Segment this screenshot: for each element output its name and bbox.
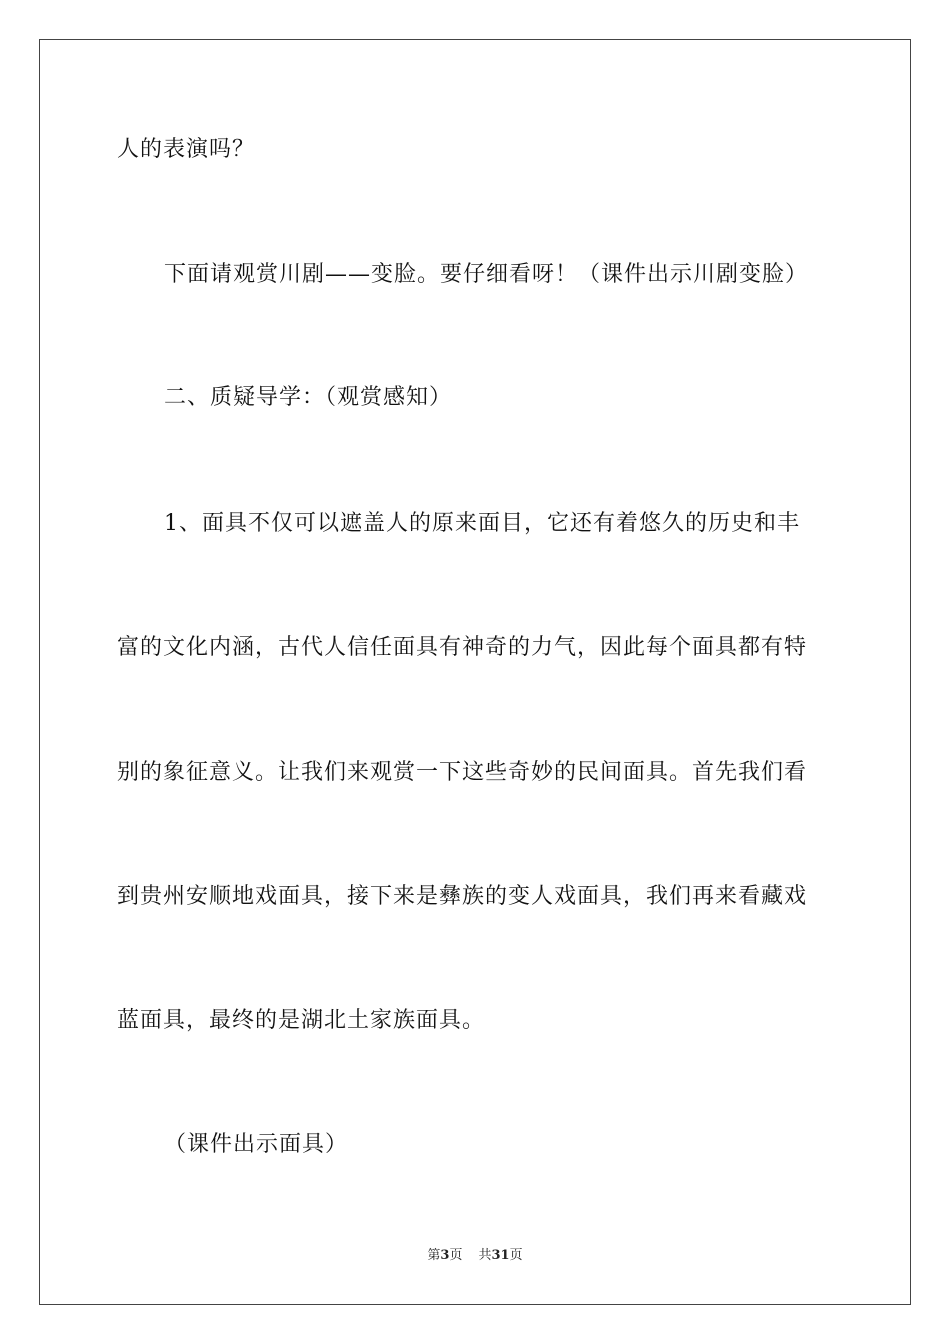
total-suffix: 页 (509, 1248, 523, 1263)
text-line-6: 到贵州安顺地戏面具，接下来是彝族的变人戏面具，我们再来看藏戏 (117, 884, 808, 909)
page-border (39, 39, 911, 1305)
text-line-1: 人的表演吗？ (117, 137, 256, 162)
total-prefix: 共 (478, 1248, 492, 1263)
page-prefix: 第 (427, 1248, 441, 1263)
text-line-2: 下面请观赏川剧——变脸。要仔细看呀！（课件出示川剧变脸） (164, 262, 809, 287)
section-heading: 二、质疑导学：（观赏感知） (164, 385, 453, 410)
text-line-7: 蓝面具，最终的是湖北土家族面具。 (117, 1008, 486, 1033)
text-line-5: 别的象征意义。让我们来观赏一下这些奇妙的民间面具。首先我们看 (117, 760, 808, 785)
text-line-8: （课件出示面具） (164, 1132, 349, 1157)
text-line-4: 富的文化内涵，古代人信任面具有神奇的力气，因此每个面具都有特 (117, 635, 808, 660)
total-pages: 31 (491, 1248, 510, 1263)
page-suffix: 页 (449, 1248, 463, 1263)
text-line-3: 1、面具不仅可以遮盖人的原来面目，它还有着悠久的历史和丰 (164, 511, 800, 536)
page-footer (0, 1247, 950, 1265)
page-number: 3 (440, 1248, 450, 1263)
